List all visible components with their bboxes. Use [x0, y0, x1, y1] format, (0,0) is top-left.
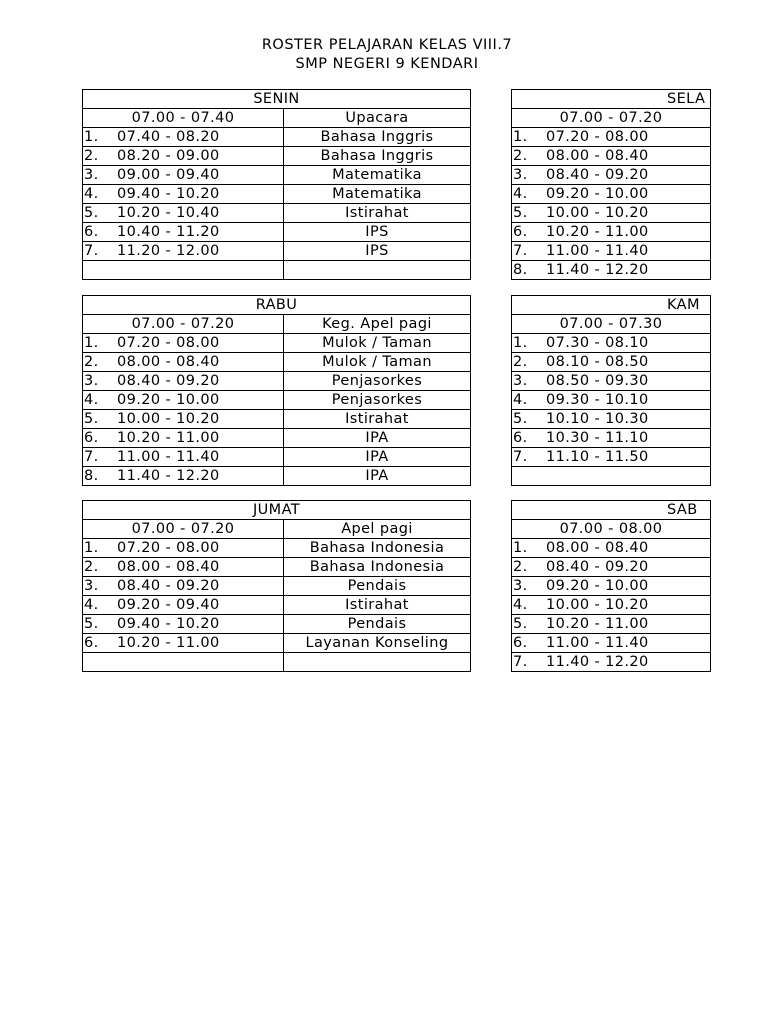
- lesson-time-cell: [512, 223, 711, 242]
- lesson-number: 2.: [84, 559, 99, 575]
- lesson-row: [512, 448, 711, 467]
- lesson-number: 8.: [513, 262, 528, 278]
- lesson-time: 08.00 - 08.40: [117, 559, 220, 575]
- lesson-time: 09.20 - 09.40: [117, 597, 220, 613]
- lesson-time: 10.00 - 10.20: [546, 597, 649, 613]
- lesson-number: 3.: [513, 578, 528, 594]
- lesson-row: [83, 391, 471, 410]
- lesson-number: 7.: [513, 243, 528, 259]
- lesson-number: 2.: [84, 354, 99, 370]
- lesson-number: 1.: [84, 129, 99, 145]
- day-header: KAM: [512, 296, 711, 315]
- lesson-time: 09.20 - 10.00: [117, 392, 220, 408]
- lesson-time: 08.40 - 09.20: [546, 559, 649, 575]
- lesson-time-cell: [83, 128, 284, 147]
- lesson-row: [512, 558, 711, 577]
- lesson-time: 10.20 - 11.00: [546, 224, 649, 240]
- lesson-time-cell: [83, 353, 284, 372]
- lesson-time: 08.00 - 08.40: [546, 148, 649, 164]
- opening-time: 07.00 - 07.30: [512, 315, 711, 334]
- lesson-row: [83, 334, 471, 353]
- lesson-time: 10.00 - 10.20: [546, 205, 649, 221]
- lesson-time-cell: [83, 185, 284, 204]
- schedule-kamis: [511, 295, 711, 486]
- schedule-jumat: [82, 500, 471, 672]
- lesson-number: 2.: [84, 148, 99, 164]
- lesson-number: 2.: [513, 148, 528, 164]
- lesson-time-cell: [83, 410, 284, 429]
- lesson-subject: Bahasa Indonesia: [284, 558, 471, 577]
- lesson-row: [512, 147, 711, 166]
- lesson-number: 7.: [513, 449, 528, 465]
- lesson-number: 6.: [513, 635, 528, 651]
- lesson-number: 5.: [84, 616, 99, 632]
- lesson-subject: Mulok / Taman: [284, 334, 471, 353]
- empty-cell: [83, 261, 284, 280]
- lesson-row: [512, 596, 711, 615]
- lesson-subject: Matematika: [284, 166, 471, 185]
- lesson-time-cell: [83, 372, 284, 391]
- lesson-time: 10.20 - 11.00: [117, 430, 220, 446]
- lesson-row: [512, 223, 711, 242]
- school-name: SMP NEGERI 9 KENDARI: [295, 56, 479, 72]
- lesson-time-cell: [83, 166, 284, 185]
- lesson-subject: Istirahat: [284, 204, 471, 223]
- lesson-time-cell: [512, 391, 711, 410]
- lesson-time: 07.40 - 08.20: [117, 129, 220, 145]
- lesson-time-cell: [512, 166, 711, 185]
- lesson-time-cell: [512, 261, 711, 280]
- lesson-time-cell: [83, 429, 284, 448]
- lesson-time-cell: [512, 539, 711, 558]
- lesson-row: [83, 223, 471, 242]
- lesson-time: 09.40 - 10.20: [117, 186, 220, 202]
- lesson-row: [512, 615, 711, 634]
- lesson-row: [512, 429, 711, 448]
- lesson-time-cell: [83, 634, 284, 653]
- lesson-number: 4.: [513, 186, 528, 202]
- lesson-number: 1.: [513, 540, 528, 556]
- lesson-number: 7.: [84, 243, 99, 259]
- lesson-subject: Penjasorkes: [284, 372, 471, 391]
- lesson-time: 09.20 - 10.00: [546, 186, 649, 202]
- lesson-time-cell: [512, 577, 711, 596]
- empty-row: [83, 653, 471, 672]
- lesson-row: [83, 539, 471, 558]
- lesson-time: 09.40 - 10.20: [117, 616, 220, 632]
- lesson-time-cell: [512, 204, 711, 223]
- lesson-time: 09.20 - 10.00: [546, 578, 649, 594]
- lesson-number: 6.: [513, 430, 528, 446]
- lesson-time: 08.10 - 08.50: [546, 354, 649, 370]
- lesson-number: 6.: [84, 430, 99, 446]
- lesson-time: 08.00 - 08.40: [546, 540, 649, 556]
- lesson-time: 10.40 - 11.20: [117, 224, 220, 240]
- lesson-number: 1.: [513, 335, 528, 351]
- lesson-row: [83, 467, 471, 486]
- lesson-row: [83, 596, 471, 615]
- lesson-subject: Pendais: [284, 615, 471, 634]
- lesson-number: 5.: [513, 205, 528, 221]
- lesson-time-cell: [512, 429, 711, 448]
- lesson-row: [83, 558, 471, 577]
- lesson-row: [512, 166, 711, 185]
- lesson-subject: Istirahat: [284, 596, 471, 615]
- lesson-time: 11.00 - 11.40: [546, 635, 649, 651]
- lesson-time-cell: [83, 448, 284, 467]
- lesson-subject: Matematika: [284, 185, 471, 204]
- lesson-time: 11.00 - 11.40: [117, 449, 220, 465]
- opening-time: 07.00 - 07.20: [83, 520, 284, 539]
- lesson-row: [83, 147, 471, 166]
- lesson-row: [512, 372, 711, 391]
- lesson-row: [512, 261, 711, 280]
- lesson-row: [83, 204, 471, 223]
- lesson-subject: Penjasorkes: [284, 391, 471, 410]
- lesson-number: 3.: [513, 167, 528, 183]
- lesson-number: 1.: [84, 540, 99, 556]
- lesson-number: 6.: [84, 635, 99, 651]
- lesson-row: [83, 166, 471, 185]
- lesson-number: 4.: [513, 597, 528, 613]
- lesson-row: [512, 653, 711, 672]
- empty-row: [83, 261, 471, 280]
- lesson-time: 11.20 - 12.00: [117, 243, 220, 259]
- lesson-number: 6.: [513, 224, 528, 240]
- lesson-subject: IPS: [284, 242, 471, 261]
- lesson-row: [83, 634, 471, 653]
- lesson-time-cell: [83, 596, 284, 615]
- lesson-row: [83, 185, 471, 204]
- lesson-time-cell: [512, 242, 711, 261]
- lesson-time-cell: [512, 334, 711, 353]
- lesson-row: [83, 410, 471, 429]
- lesson-time-cell: [512, 596, 711, 615]
- lesson-time-cell: [512, 615, 711, 634]
- lesson-time-cell: [83, 558, 284, 577]
- lesson-time-cell: [512, 128, 711, 147]
- lesson-subject: Pendais: [284, 577, 471, 596]
- lesson-time-cell: [512, 634, 711, 653]
- lesson-row: [512, 391, 711, 410]
- lesson-number: 4.: [84, 597, 99, 613]
- lesson-time-cell: [83, 223, 284, 242]
- lesson-time: 09.30 - 10.10: [546, 392, 649, 408]
- lesson-time: 08.00 - 08.40: [117, 354, 220, 370]
- lesson-row: [512, 410, 711, 429]
- lesson-number: 1.: [84, 335, 99, 351]
- lesson-time: 10.20 - 11.00: [546, 616, 649, 632]
- lesson-time-cell: [83, 539, 284, 558]
- lesson-time: 11.10 - 11.50: [546, 449, 649, 465]
- schedule-sabtu: [511, 500, 711, 672]
- lesson-number: 8.: [84, 468, 99, 484]
- day-header: SELA: [512, 90, 711, 109]
- lesson-time: 08.40 - 09.20: [117, 373, 220, 389]
- schedule-kamis-clip: [511, 295, 711, 486]
- opening-activity: Upacara: [284, 109, 471, 128]
- lesson-time-cell: [512, 147, 711, 166]
- lesson-time: 11.40 - 12.20: [546, 654, 649, 670]
- lesson-subject: IPA: [284, 467, 471, 486]
- lesson-time: 11.00 - 11.40: [546, 243, 649, 259]
- lesson-number: 7.: [513, 654, 528, 670]
- opening-time: 07.00 - 08.00: [512, 520, 711, 539]
- lesson-time-cell: [512, 558, 711, 577]
- lesson-row: [512, 128, 711, 147]
- lesson-time: 11.40 - 12.20: [546, 262, 649, 278]
- empty-cell: [284, 653, 471, 672]
- lesson-row: [83, 615, 471, 634]
- opening-activity: Apel pagi: [284, 520, 471, 539]
- lesson-number: 2.: [513, 354, 528, 370]
- lesson-subject: IPS: [284, 223, 471, 242]
- lesson-number: 4.: [84, 392, 99, 408]
- schedule-selasa-clip: [511, 89, 711, 280]
- lesson-time-cell: [512, 448, 711, 467]
- lesson-time-cell: [512, 410, 711, 429]
- lesson-subject: Bahasa Indonesia: [284, 539, 471, 558]
- empty-cell: [512, 467, 711, 486]
- lesson-number: 5.: [84, 205, 99, 221]
- lesson-time-cell: [83, 577, 284, 596]
- lesson-number: 6.: [84, 224, 99, 240]
- lesson-number: 3.: [84, 373, 99, 389]
- day-header: RABU: [83, 296, 471, 315]
- lesson-time-cell: [83, 615, 284, 634]
- lesson-time-cell: [83, 204, 284, 223]
- document-title: ROSTER PELAJARAN KELAS VIII.7: [261, 37, 513, 53]
- lesson-time-cell: [512, 353, 711, 372]
- schedule-senin: [82, 89, 471, 280]
- lesson-time-cell: [512, 372, 711, 391]
- lesson-row: [512, 334, 711, 353]
- schedule-rabu: [82, 295, 471, 486]
- lesson-time: 07.30 - 08.10: [546, 335, 649, 351]
- lesson-row: [512, 242, 711, 261]
- opening-activity: Keg. Apel pagi: [284, 315, 471, 334]
- empty-cell: [284, 261, 471, 280]
- lesson-row: [512, 577, 711, 596]
- lesson-time: 09.00 - 09.40: [117, 167, 220, 183]
- empty-cell: [83, 653, 284, 672]
- lesson-time-cell: [83, 467, 284, 486]
- lesson-time: 07.20 - 08.00: [546, 129, 649, 145]
- lesson-row: [83, 128, 471, 147]
- empty-row: [512, 467, 711, 486]
- schedule-selasa: [511, 89, 711, 280]
- lesson-subject: IPA: [284, 429, 471, 448]
- lesson-row: [83, 372, 471, 391]
- lesson-time-cell: [83, 334, 284, 353]
- lesson-row: [512, 353, 711, 372]
- lesson-time: 10.10 - 10.30: [546, 411, 649, 427]
- lesson-time: 08.50 - 09.30: [546, 373, 649, 389]
- lesson-time: 11.40 - 12.20: [117, 468, 220, 484]
- lesson-number: 3.: [513, 373, 528, 389]
- day-header: SENIN: [83, 90, 471, 109]
- lesson-number: 5.: [513, 616, 528, 632]
- lesson-row: [512, 185, 711, 204]
- lesson-number: 7.: [84, 449, 99, 465]
- lesson-number: 5.: [513, 411, 528, 427]
- opening-time: 07.00 - 07.20: [83, 315, 284, 334]
- lesson-time-cell: [83, 242, 284, 261]
- lesson-number: 5.: [84, 411, 99, 427]
- lesson-time-cell: [83, 391, 284, 410]
- lesson-row: [83, 577, 471, 596]
- lesson-number: 1.: [513, 129, 528, 145]
- lesson-subject: Bahasa Inggris: [284, 128, 471, 147]
- day-header: JUMAT: [83, 501, 471, 520]
- lesson-row: [512, 634, 711, 653]
- lesson-subject: IPA: [284, 448, 471, 467]
- lesson-subject: Istirahat: [284, 410, 471, 429]
- lesson-row: [83, 448, 471, 467]
- lesson-time-cell: [512, 185, 711, 204]
- lesson-time: 07.20 - 08.00: [117, 540, 220, 556]
- lesson-time-cell: [512, 653, 711, 672]
- lesson-row: [83, 353, 471, 372]
- lesson-number: 3.: [84, 578, 99, 594]
- opening-time: 07.00 - 07.20: [512, 109, 711, 128]
- lesson-subject: Layanan Konseling: [284, 634, 471, 653]
- lesson-time: 08.40 - 09.20: [546, 167, 649, 183]
- lesson-number: 2.: [513, 559, 528, 575]
- lesson-number: 4.: [84, 186, 99, 202]
- opening-time: 07.00 - 07.40: [83, 109, 284, 128]
- lesson-row: [512, 204, 711, 223]
- lesson-time: 10.20 - 10.40: [117, 205, 220, 221]
- schedule-sabtu-clip: [511, 500, 711, 672]
- lesson-time: 07.20 - 08.00: [117, 335, 220, 351]
- lesson-number: 4.: [513, 392, 528, 408]
- lesson-time: 08.20 - 09.00: [117, 148, 220, 164]
- lesson-subject: Bahasa Inggris: [284, 147, 471, 166]
- day-header: SAB: [512, 501, 711, 520]
- lesson-time: 08.40 - 09.20: [117, 578, 220, 594]
- lesson-time-cell: [83, 147, 284, 166]
- lesson-time: 10.30 - 11.10: [546, 430, 649, 446]
- lesson-time: 10.20 - 11.00: [117, 635, 220, 651]
- lesson-subject: Mulok / Taman: [284, 353, 471, 372]
- lesson-row: [83, 429, 471, 448]
- lesson-number: 3.: [84, 167, 99, 183]
- lesson-row: [83, 242, 471, 261]
- lesson-row: [512, 539, 711, 558]
- lesson-time: 10.00 - 10.20: [117, 411, 220, 427]
